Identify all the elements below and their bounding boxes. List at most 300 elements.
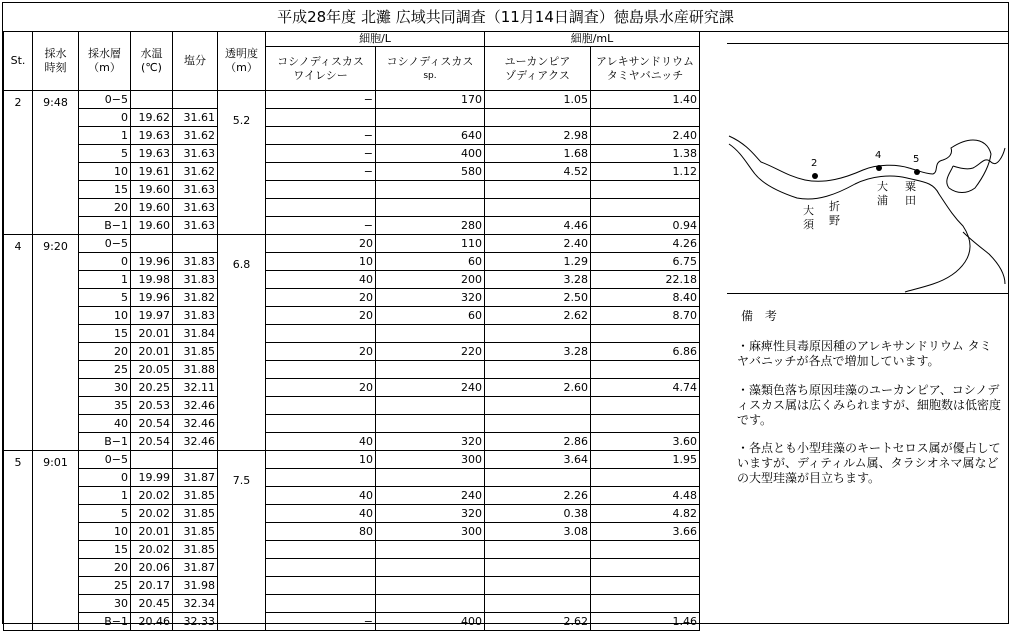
header-transparency-line2: （m）	[225, 61, 258, 74]
table-row	[4, 361, 700, 379]
temp-cell: 19.63	[131, 127, 173, 145]
species-1-cell	[266, 415, 376, 433]
table-row	[4, 613, 700, 631]
species-3-cell: 2.60	[485, 379, 591, 397]
species-2-cell	[376, 109, 485, 127]
species-4-cell: 4.26	[591, 235, 700, 253]
header-layer	[79, 32, 131, 91]
temp-cell: 20.01	[131, 325, 173, 343]
table-row	[4, 127, 700, 145]
table-row	[4, 541, 700, 559]
species-3-cell: 2.98	[485, 127, 591, 145]
header-temp-line2: (℃)	[141, 61, 162, 74]
species-3-cell	[485, 109, 591, 127]
layer-cell: 15	[79, 181, 131, 199]
species-1-cell: 40	[266, 433, 376, 451]
header-time-line2: 時刻	[44, 61, 67, 74]
species-2-cell	[376, 181, 485, 199]
layer-cell: 20	[79, 559, 131, 577]
temp-cell: 19.60	[131, 199, 173, 217]
header-species-1	[266, 47, 376, 91]
notes-title: 備 考	[741, 309, 781, 323]
salinity-cell: 31.63	[173, 217, 218, 235]
note-item-1: ・麻痺性貝毒原因種のアレキサンドリウム タミヤバニッチが各点で増加しています。	[737, 339, 992, 368]
species-1-cell	[266, 361, 376, 379]
sample-time: 9:20	[33, 235, 79, 451]
header-salinity: 塩分	[173, 32, 218, 91]
transparency-cell: 7.5	[218, 451, 266, 631]
survey-table-body	[4, 91, 700, 631]
table-row	[4, 577, 700, 595]
species-3-cell	[485, 559, 591, 577]
station-5-marker	[914, 169, 920, 175]
species-1-line1: コシノディスカス	[277, 54, 364, 68]
temp-cell	[131, 91, 173, 109]
species-3-cell: 4.46	[485, 217, 591, 235]
salinity-cell: 31.87	[173, 559, 218, 577]
species-1-cell: −	[266, 613, 376, 631]
species-4-cell: 22.18	[591, 271, 700, 289]
species-3-cell	[485, 361, 591, 379]
transparency-cell: 5.2	[218, 91, 266, 235]
species-4-cell	[591, 199, 700, 217]
salinity-cell: 31.85	[173, 523, 218, 541]
temp-cell: 20.25	[131, 379, 173, 397]
species-1-cell: 10	[266, 253, 376, 271]
salinity-cell: 31.62	[173, 163, 218, 181]
header-st: St.	[4, 32, 33, 91]
species-1-cell: 10	[266, 451, 376, 469]
table-row	[4, 199, 700, 217]
salinity-cell: 32.46	[173, 433, 218, 451]
layer-cell: B−1	[79, 433, 131, 451]
species-2-cell: 220	[376, 343, 485, 361]
place-awata-2: 田	[905, 194, 916, 207]
species-1-cell	[266, 469, 376, 487]
temp-cell: 20.02	[131, 505, 173, 523]
species-4-line1: アレキサンドリウム	[596, 54, 694, 68]
salinity-cell: 31.61	[173, 109, 218, 127]
layer-cell: 5	[79, 505, 131, 523]
species-3-cell: 3.08	[485, 523, 591, 541]
table-row	[4, 253, 700, 271]
table-row	[4, 163, 700, 181]
station-4-marker	[876, 165, 882, 171]
species-1-cell: −	[266, 127, 376, 145]
species-2-cell: 320	[376, 505, 485, 523]
species-2-cell: 400	[376, 145, 485, 163]
species-3-cell: 2.50	[485, 289, 591, 307]
header-species-4	[591, 47, 700, 91]
species-2-cell	[376, 415, 485, 433]
species-2-cell: 640	[376, 127, 485, 145]
table-row	[4, 433, 700, 451]
species-1-cell: 20	[266, 307, 376, 325]
temp-cell: 19.60	[131, 181, 173, 199]
note-item-2: ・藻類色落ち原因珪藻のユーカンピア、コシノディスカス属は広くみられますが、細胞数は低密度です。	[737, 383, 1002, 427]
station-2-marker	[812, 173, 818, 179]
temp-cell: 19.99	[131, 469, 173, 487]
layer-cell: 0−5	[79, 451, 131, 469]
salinity-cell: 31.83	[173, 253, 218, 271]
species-3-cell: 2.40	[485, 235, 591, 253]
layer-cell: 20	[79, 343, 131, 361]
salinity-cell: 31.85	[173, 343, 218, 361]
salinity-cell: 31.85	[173, 505, 218, 523]
species-4-cell	[591, 397, 700, 415]
species-1-cell: −	[266, 163, 376, 181]
temp-cell: 20.01	[131, 343, 173, 361]
layer-cell: 30	[79, 595, 131, 613]
table-row	[4, 451, 700, 469]
layer-cell: B−1	[79, 217, 131, 235]
species-4-cell	[591, 415, 700, 433]
sample-time: 9:48	[33, 91, 79, 235]
species-2-cell: 320	[376, 289, 485, 307]
temp-cell: 20.54	[131, 415, 173, 433]
table-row	[4, 487, 700, 505]
header-layer-line1: 採水層	[88, 47, 121, 60]
station-id: 5	[4, 451, 33, 631]
layer-cell: 0	[79, 109, 131, 127]
species-4-cell	[591, 559, 700, 577]
header-unit-cells-ml: 細胞/mL	[485, 32, 700, 47]
place-awata-1: 粟	[905, 180, 916, 193]
table-row	[4, 289, 700, 307]
species-1-cell: 40	[266, 487, 376, 505]
temp-cell: 20.05	[131, 361, 173, 379]
temp-cell: 20.01	[131, 523, 173, 541]
species-3-cell: 1.29	[485, 253, 591, 271]
species-4-line2: タミヤバニッチ	[606, 68, 684, 82]
species-2-cell	[376, 595, 485, 613]
species-3-cell	[485, 541, 591, 559]
header-species-2	[376, 47, 485, 91]
salinity-cell: 31.82	[173, 289, 218, 307]
species-1-cell: 20	[266, 343, 376, 361]
salinity-cell: 31.63	[173, 181, 218, 199]
layer-cell: 35	[79, 397, 131, 415]
salinity-cell	[173, 235, 218, 253]
species-3-cell	[485, 199, 591, 217]
temp-cell: 19.60	[131, 217, 173, 235]
species-3-cell	[485, 397, 591, 415]
species-2-cell	[376, 577, 485, 595]
species-4-cell	[591, 325, 700, 343]
table-row	[4, 559, 700, 577]
table-row	[4, 325, 700, 343]
species-3-cell	[485, 469, 591, 487]
table-row	[4, 595, 700, 613]
species-3-cell: 2.26	[485, 487, 591, 505]
report-sheet	[2, 2, 1009, 628]
species-3-cell: 3.28	[485, 343, 591, 361]
species-4-cell: 4.74	[591, 379, 700, 397]
layer-cell: 10	[79, 523, 131, 541]
salinity-cell: 32.46	[173, 397, 218, 415]
place-orino-1: 折	[829, 200, 840, 213]
layer-cell: 30	[79, 379, 131, 397]
species-2-cell: 280	[376, 217, 485, 235]
species-4-cell: 1.38	[591, 145, 700, 163]
species-1-cell	[266, 199, 376, 217]
species-4-cell	[591, 361, 700, 379]
species-1-cell: −	[266, 217, 376, 235]
temp-cell: 20.02	[131, 541, 173, 559]
species-2-cell: 110	[376, 235, 485, 253]
species-1-cell	[266, 541, 376, 559]
species-4-cell: 1.12	[591, 163, 700, 181]
species-2-cell	[376, 397, 485, 415]
layer-cell: 1	[79, 127, 131, 145]
layer-cell: 0−5	[79, 235, 131, 253]
species-1-cell: −	[266, 91, 376, 109]
species-1-cell	[266, 397, 376, 415]
salinity-cell: 32.34	[173, 595, 218, 613]
salinity-cell	[173, 91, 218, 109]
layer-cell: 15	[79, 541, 131, 559]
table-row	[4, 505, 700, 523]
table-row	[4, 181, 700, 199]
header-species-3	[485, 47, 591, 91]
south-coastline	[729, 144, 970, 292]
header-time	[33, 32, 79, 91]
species-4-cell: 6.86	[591, 343, 700, 361]
species-1-cell	[266, 181, 376, 199]
species-4-cell: 1.95	[591, 451, 700, 469]
header-transparency	[218, 32, 266, 91]
species-3-cell	[485, 325, 591, 343]
survey-table	[3, 31, 700, 631]
temp-cell: 20.17	[131, 577, 173, 595]
place-oosu-2: 須	[803, 218, 814, 231]
species-3-cell: 2.86	[485, 433, 591, 451]
sample-time: 9:01	[33, 451, 79, 631]
layer-cell: 15	[79, 325, 131, 343]
species-4-cell: 1.46	[591, 613, 700, 631]
place-oura-1: 大	[877, 180, 888, 193]
layer-cell: 20	[79, 199, 131, 217]
layer-cell: 0	[79, 469, 131, 487]
table-row	[4, 397, 700, 415]
species-1-cell: 40	[266, 271, 376, 289]
station-map	[727, 43, 1008, 294]
species-4-cell: 1.40	[591, 91, 700, 109]
layer-cell: 0−5	[79, 91, 131, 109]
temp-cell: 19.96	[131, 253, 173, 271]
salinity-cell: 32.46	[173, 415, 218, 433]
species-1-cell: 20	[266, 235, 376, 253]
species-3-cell	[485, 577, 591, 595]
species-1-cell: 20	[266, 379, 376, 397]
species-3-cell: 3.28	[485, 271, 591, 289]
table-row	[4, 379, 700, 397]
species-1-line2: ワイレシー	[293, 68, 348, 82]
temp-cell: 19.96	[131, 289, 173, 307]
species-4-cell	[591, 595, 700, 613]
temp-cell	[131, 235, 173, 253]
temp-cell: 20.53	[131, 397, 173, 415]
table-row	[4, 523, 700, 541]
layer-cell: 10	[79, 307, 131, 325]
species-4-cell: 2.40	[591, 127, 700, 145]
species-4-cell: 0.94	[591, 217, 700, 235]
species-2-cell: 240	[376, 379, 485, 397]
header-time-line1: 採水	[44, 47, 67, 60]
header-transparency-line1: 透明度	[225, 47, 258, 60]
species-2-line2: sp.	[423, 70, 437, 81]
salinity-cell: 31.63	[173, 145, 218, 163]
station-id: 2	[4, 91, 33, 235]
report-title: 平成28年度 北灘 広域共同調査（11月14日調査）徳島県水産研究課	[3, 3, 1008, 32]
station-5-label: 5	[913, 154, 920, 165]
table-row	[4, 343, 700, 361]
species-2-cell: 300	[376, 451, 485, 469]
species-2-cell	[376, 199, 485, 217]
layer-cell: B−1	[79, 613, 131, 631]
layer-cell: 25	[79, 361, 131, 379]
species-4-cell: 4.82	[591, 505, 700, 523]
layer-cell: 25	[79, 577, 131, 595]
temp-cell: 20.02	[131, 487, 173, 505]
station-id: 4	[4, 235, 33, 451]
species-3-cell: 2.62	[485, 613, 591, 631]
species-3-cell: 0.38	[485, 505, 591, 523]
species-3-cell: 2.62	[485, 307, 591, 325]
header-temp	[131, 32, 173, 91]
temp-cell: 20.54	[131, 433, 173, 451]
salinity-cell: 31.85	[173, 487, 218, 505]
salinity-cell	[173, 451, 218, 469]
table-row	[4, 415, 700, 433]
species-4-cell: 8.40	[591, 289, 700, 307]
species-4-cell: 3.66	[591, 523, 700, 541]
species-2-cell	[376, 469, 485, 487]
table-row	[4, 145, 700, 163]
species-3-cell	[485, 181, 591, 199]
temp-cell: 20.45	[131, 595, 173, 613]
species-1-cell: 80	[266, 523, 376, 541]
species-1-cell	[266, 325, 376, 343]
salinity-cell: 32.11	[173, 379, 218, 397]
species-2-cell: 200	[376, 271, 485, 289]
temp-cell: 19.62	[131, 109, 173, 127]
species-4-cell	[591, 469, 700, 487]
species-3-cell: 3.64	[485, 451, 591, 469]
layer-cell: 10	[79, 163, 131, 181]
species-3-cell: 1.68	[485, 145, 591, 163]
salinity-cell: 31.85	[173, 541, 218, 559]
table-row	[4, 91, 700, 109]
salinity-cell: 31.62	[173, 127, 218, 145]
north-coastline	[729, 136, 991, 193]
table-row	[4, 235, 700, 253]
species-2-cell	[376, 541, 485, 559]
species-3-cell: 1.05	[485, 91, 591, 109]
salinity-cell: 31.98	[173, 577, 218, 595]
station-4-label: 4	[875, 150, 882, 161]
species-1-cell: 40	[266, 505, 376, 523]
species-2-cell	[376, 325, 485, 343]
notes-panel	[727, 293, 1008, 613]
species-3-line1: ユーカンピア	[504, 54, 571, 68]
species-2-cell: 60	[376, 253, 485, 271]
salinity-cell: 31.88	[173, 361, 218, 379]
species-4-cell: 4.48	[591, 487, 700, 505]
species-3-cell	[485, 595, 591, 613]
place-oosu-1: 大	[803, 204, 814, 217]
temp-cell: 19.61	[131, 163, 173, 181]
layer-cell: 40	[79, 415, 131, 433]
temp-cell: 19.63	[131, 145, 173, 163]
temp-cell: 19.98	[131, 271, 173, 289]
species-3-line2: ゾディアクス	[505, 68, 570, 82]
layer-cell: 5	[79, 145, 131, 163]
species-3-cell	[485, 415, 591, 433]
salinity-cell: 31.87	[173, 469, 218, 487]
salinity-cell: 31.83	[173, 307, 218, 325]
salinity-cell: 31.63	[173, 199, 218, 217]
species-1-cell	[266, 559, 376, 577]
species-3-cell: 4.52	[485, 163, 591, 181]
layer-cell: 1	[79, 487, 131, 505]
species-2-cell: 400	[376, 613, 485, 631]
layer-cell: 5	[79, 289, 131, 307]
island-coast	[953, 148, 1005, 169]
temp-cell: 20.46	[131, 613, 173, 631]
species-4-cell	[591, 577, 700, 595]
temp-cell	[131, 451, 173, 469]
species-1-cell	[266, 577, 376, 595]
table-row	[4, 271, 700, 289]
species-2-cell: 580	[376, 163, 485, 181]
species-4-cell: 8.70	[591, 307, 700, 325]
table-row	[4, 109, 700, 127]
species-2-line1: コシノディスカス	[386, 54, 474, 68]
species-1-cell	[266, 109, 376, 127]
species-2-cell: 240	[376, 487, 485, 505]
species-4-cell	[591, 541, 700, 559]
layer-cell: 1	[79, 271, 131, 289]
species-4-cell: 6.75	[591, 253, 700, 271]
station-2-label: 2	[811, 158, 818, 169]
header-temp-line1: 水温	[140, 47, 163, 60]
coastline-map	[727, 44, 1008, 293]
transparency-cell: 6.8	[218, 235, 266, 451]
species-1-cell: −	[266, 145, 376, 163]
species-4-cell: 3.60	[591, 433, 700, 451]
header-unit-cells-l: 細胞/L	[266, 32, 485, 47]
table-row	[4, 217, 700, 235]
temp-cell: 20.06	[131, 559, 173, 577]
species-2-cell	[376, 559, 485, 577]
species-2-cell: 170	[376, 91, 485, 109]
species-2-cell: 320	[376, 433, 485, 451]
table-row	[4, 307, 700, 325]
species-2-cell: 300	[376, 523, 485, 541]
species-4-cell	[591, 181, 700, 199]
species-4-cell	[591, 109, 700, 127]
species-1-cell: 20	[266, 289, 376, 307]
header-layer-line2: （m）	[88, 61, 121, 74]
salinity-cell: 31.83	[173, 271, 218, 289]
species-1-cell	[266, 595, 376, 613]
species-2-cell: 60	[376, 307, 485, 325]
salinity-cell: 32.33	[173, 613, 218, 631]
table-row	[4, 469, 700, 487]
salinity-cell: 31.84	[173, 325, 218, 343]
place-orino-2: 野	[829, 214, 840, 227]
